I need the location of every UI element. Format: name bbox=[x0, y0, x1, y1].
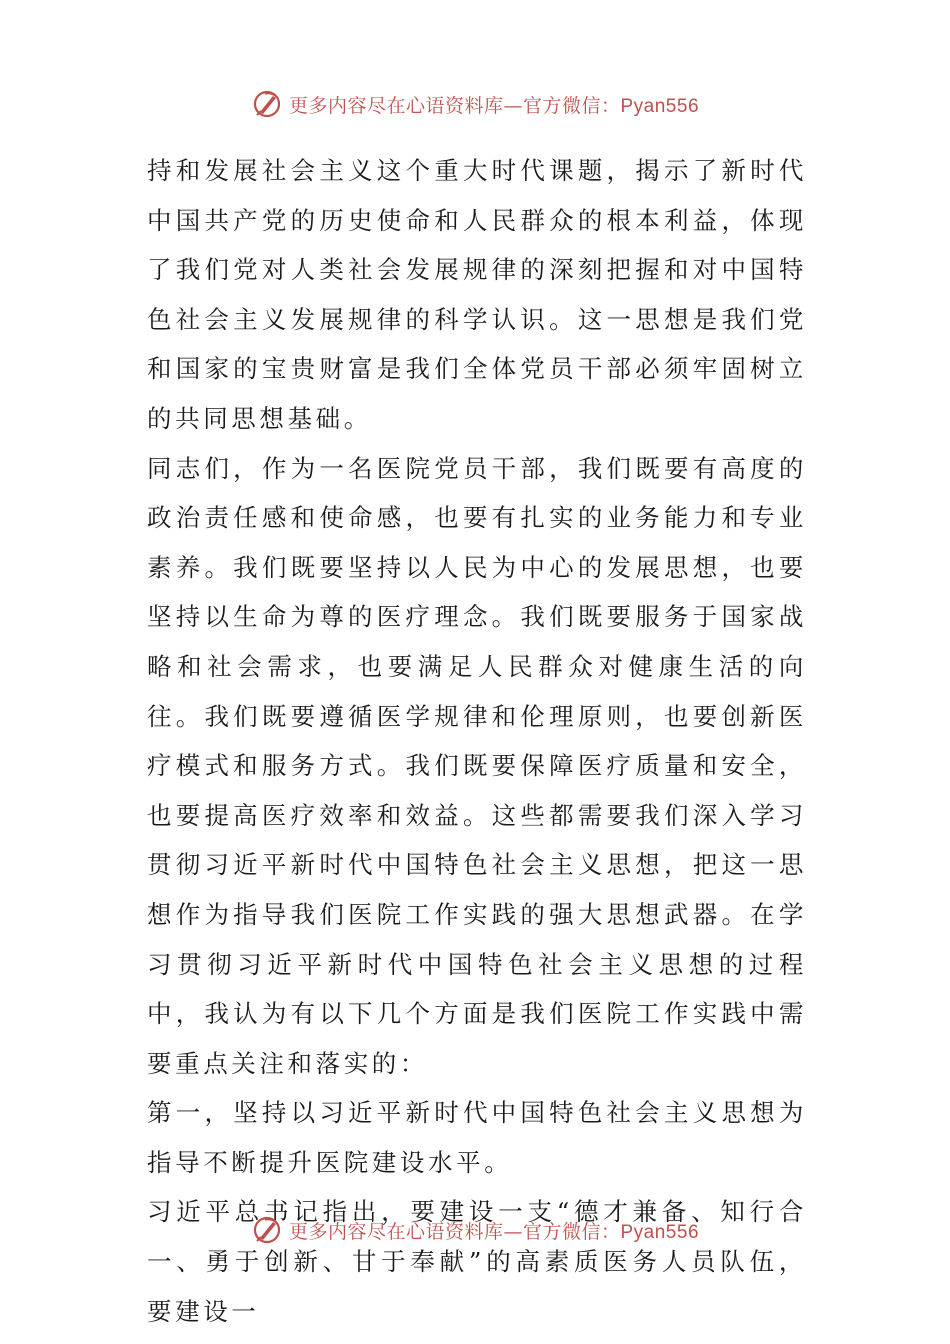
banner-dash: — bbox=[503, 1220, 523, 1243]
banner-wechat-label: 官方微信： bbox=[522, 1220, 621, 1243]
banner-wechat-label: 官方微信： bbox=[522, 94, 621, 117]
paragraph-4: 习近平总书记指出，要建设一支“德才兼备、知行合一、勇于创新、甘于奉献”的高素质医务人员队伍，要建设一 bbox=[147, 1197, 807, 1326]
pen-logo-icon bbox=[251, 1214, 283, 1246]
banner-wechat-id: Pyan556 bbox=[620, 1221, 700, 1243]
banner-text bbox=[289, 1217, 699, 1244]
footer-watermark-banner bbox=[0, 1210, 950, 1250]
paragraph-3: 第一，坚持以习近平新时代中国特色社会主义思想为指导不断提升医院建设水平。 bbox=[147, 1098, 807, 1177]
banner-text bbox=[289, 91, 699, 118]
paragraph-1: 持和发展社会主义这个重大时代课题，揭示了新时代中国共产党的历史使命和人民群众的根本利益，体现了我们党对人类社会发展规律的深刻把握和对中国特色社会主义发展规律的科学认识。这一思想是我们党和国家的宝贵财富是我们全体党员干部必须牢固树立的共同思想基础。 bbox=[147, 156, 807, 433]
pen-logo-icon bbox=[251, 88, 283, 120]
banner-dash: — bbox=[503, 94, 523, 117]
paragraph-2: 同志们，作为一名医院党员干部，我们既要有高度的政治责任感和使命感，也要有扎实的业务能力和专业素养。我们既要坚持以人民为中心的发展思想，也要坚持以生命为尊的医疗理念。我们既要服务于国家战略和社会需求，也要满足人民群众对健康生活的向往。我们既要遵循医学规律和伦理原则，也要创新医疗模式和服务方式。我们既要保障医疗质量和安全，也要提高医疗效率和效益。这些都需要我们深入学习贯彻习近平新时代中国特色社会主义思想，把这一思想作为指导我们医院工作实践的强大思想武器。在学习贯彻习近平新时代中国特色社会主义思想的过程中，我认为有以下几个方面是我们医院工作实践中需要重点关注和落实的： bbox=[147, 453, 807, 1078]
banner-main-text: 更多内容尽在心语资料库 bbox=[288, 94, 504, 117]
banner-wechat-id: Pyan556 bbox=[620, 95, 700, 117]
banner-main-text: 更多内容尽在心语资料库 bbox=[288, 1220, 504, 1243]
header-watermark-banner bbox=[0, 84, 950, 124]
document-body bbox=[147, 146, 807, 1336]
